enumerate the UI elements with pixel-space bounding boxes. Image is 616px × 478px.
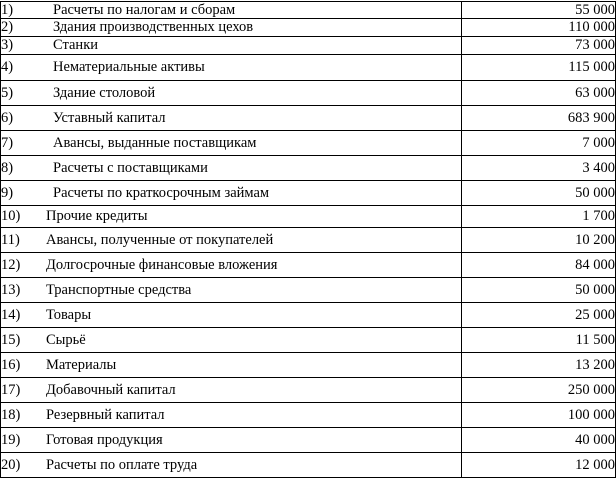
item-value: 1 700 bbox=[462, 206, 616, 228]
item-name-cell bbox=[1, 2, 462, 19]
item-name-cell bbox=[1, 156, 462, 181]
item-value: 63 000 bbox=[462, 81, 616, 106]
item-value: 25 000 bbox=[462, 303, 616, 328]
item-value: 55 000 bbox=[462, 2, 616, 19]
table-row bbox=[1, 353, 616, 378]
row-number: 5) bbox=[1, 84, 14, 101]
row-number: 20) bbox=[1, 456, 21, 473]
item-name: Здание столовой bbox=[53, 84, 156, 101]
table-row bbox=[1, 37, 616, 55]
item-name: Авансы, полученные от покупателей bbox=[46, 231, 274, 248]
item-name: Долгосрочные финансовые вложения bbox=[46, 256, 278, 273]
item-value: 50 000 bbox=[462, 278, 616, 303]
item-name: Уставный капитал bbox=[53, 109, 166, 126]
item-name-cell bbox=[1, 328, 462, 353]
item-value: 13 200 bbox=[462, 353, 616, 378]
item-value: 10 200 bbox=[462, 228, 616, 253]
item-name-cell bbox=[1, 278, 462, 303]
table-row bbox=[1, 206, 616, 228]
item-name: Товары bbox=[46, 306, 92, 323]
table-row bbox=[1, 55, 616, 81]
item-value: 73 000 bbox=[462, 37, 616, 55]
item-name-cell bbox=[1, 378, 462, 403]
item-name: Сырьё bbox=[46, 331, 86, 348]
item-value: 3 400 bbox=[462, 156, 616, 181]
item-name: Здания производственных цехов bbox=[53, 19, 254, 35]
item-name-cell bbox=[1, 181, 462, 206]
table-row bbox=[1, 106, 616, 131]
row-number: 16) bbox=[1, 356, 21, 373]
table-row bbox=[1, 19, 616, 37]
row-number: 14) bbox=[1, 306, 21, 323]
item-name-cell bbox=[1, 131, 462, 156]
row-number: 8) bbox=[1, 159, 14, 176]
item-value: 12 000 bbox=[462, 453, 616, 478]
item-value: 40 000 bbox=[462, 428, 616, 453]
row-number: 2) bbox=[1, 19, 14, 35]
item-name-cell bbox=[1, 228, 462, 253]
item-name: Готовая продукция bbox=[46, 431, 163, 448]
item-name-cell bbox=[1, 206, 462, 228]
table-row bbox=[1, 378, 616, 403]
row-number: 3) bbox=[1, 37, 14, 53]
item-name: Авансы, выданные поставщикам bbox=[53, 134, 257, 151]
item-value: 110 000 bbox=[462, 19, 616, 37]
item-name: Расчеты по оплате труда bbox=[46, 456, 198, 473]
item-name-cell bbox=[1, 253, 462, 278]
item-name: Расчеты по налогам и сборам bbox=[53, 1, 236, 18]
item-name: Материалы bbox=[46, 356, 117, 373]
row-number: 17) bbox=[1, 381, 21, 398]
table-row bbox=[1, 81, 616, 106]
table-row bbox=[1, 156, 616, 181]
table-row bbox=[1, 328, 616, 353]
row-number: 12) bbox=[1, 256, 21, 273]
item-name-cell bbox=[1, 37, 462, 55]
table-row bbox=[1, 278, 616, 303]
item-value: 11 500 bbox=[462, 328, 616, 353]
item-name-cell bbox=[1, 403, 462, 428]
item-name: Расчеты по краткосрочным займам bbox=[53, 184, 270, 201]
item-name-cell bbox=[1, 353, 462, 378]
row-number: 6) bbox=[1, 109, 14, 126]
table-row bbox=[1, 253, 616, 278]
row-number: 10) bbox=[1, 208, 21, 224]
item-value: 7 000 bbox=[462, 131, 616, 156]
table-row bbox=[1, 131, 616, 156]
row-number: 13) bbox=[1, 281, 21, 298]
table-row bbox=[1, 303, 616, 328]
item-name: Транспортные средства bbox=[46, 281, 192, 298]
item-name: Расчеты с поставщиками bbox=[53, 159, 208, 176]
item-name-cell bbox=[1, 19, 462, 37]
item-name-cell bbox=[1, 453, 462, 478]
row-number: 18) bbox=[1, 406, 21, 423]
item-value: 250 000 bbox=[462, 378, 616, 403]
item-name: Прочие кредиты bbox=[46, 208, 148, 224]
item-value: 50 000 bbox=[462, 181, 616, 206]
accounts-table bbox=[0, 1, 616, 478]
item-name-cell bbox=[1, 81, 462, 106]
table-row bbox=[1, 228, 616, 253]
item-name: Резервный капитал bbox=[46, 406, 165, 423]
item-name-cell bbox=[1, 55, 462, 81]
row-number: 4) bbox=[1, 59, 14, 75]
row-number: 9) bbox=[1, 184, 14, 201]
row-number: 1) bbox=[1, 1, 14, 18]
table-row bbox=[1, 403, 616, 428]
item-value: 100 000 bbox=[462, 403, 616, 428]
item-value: 115 000 bbox=[462, 55, 616, 81]
row-number: 15) bbox=[1, 331, 21, 348]
item-name: Станки bbox=[53, 37, 98, 53]
table-row bbox=[1, 428, 616, 453]
row-number: 7) bbox=[1, 134, 14, 151]
row-number: 19) bbox=[1, 431, 21, 448]
item-value: 84 000 bbox=[462, 253, 616, 278]
table-row bbox=[1, 181, 616, 206]
row-number: 11) bbox=[1, 231, 20, 248]
item-name: Добавочный капитал bbox=[46, 381, 176, 398]
table-row bbox=[1, 453, 616, 478]
item-name-cell bbox=[1, 428, 462, 453]
item-value: 683 900 bbox=[462, 106, 616, 131]
item-name: Нематериальные активы bbox=[53, 59, 205, 75]
item-name-cell bbox=[1, 106, 462, 131]
item-name-cell bbox=[1, 303, 462, 328]
table-row bbox=[1, 2, 616, 19]
